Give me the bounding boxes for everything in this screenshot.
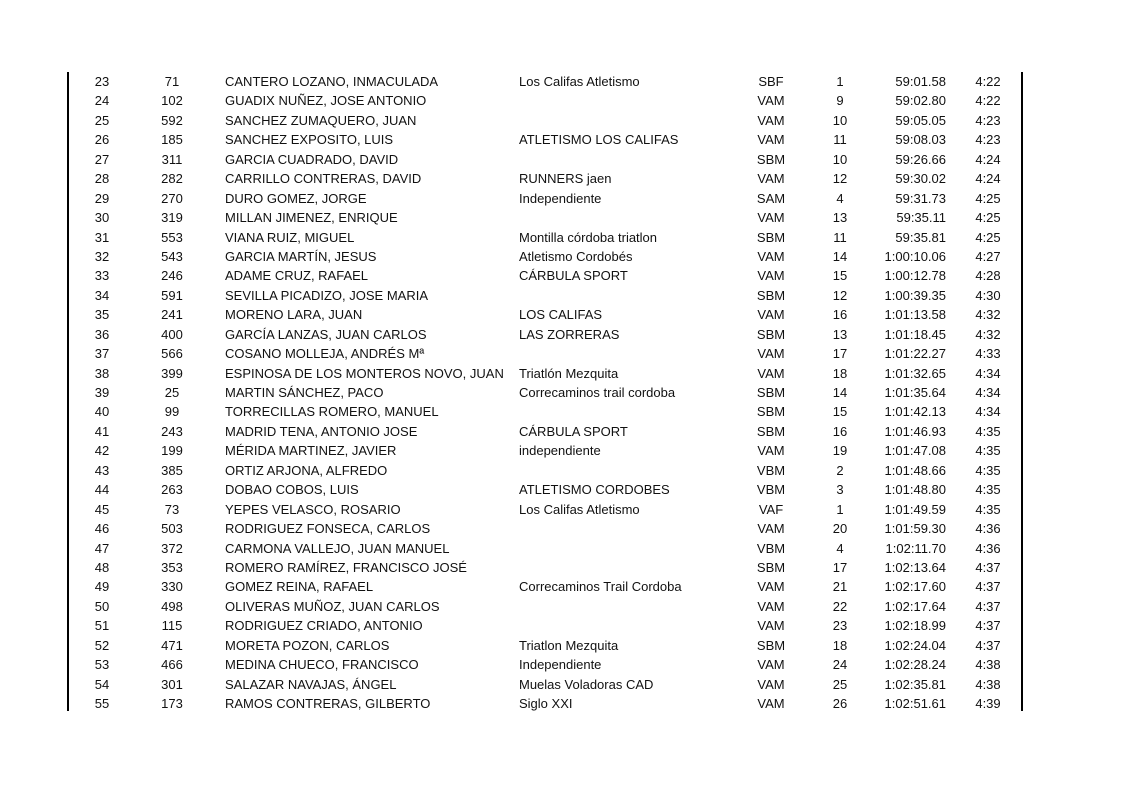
finish-time-cell: 1:01:22.27	[884, 346, 946, 362]
finish-time-cell: 1:01:48.66	[884, 462, 946, 478]
club-cell: Montilla córdoba triatlon	[519, 229, 658, 245]
result-row	[0, 402, 1122, 421]
position-cell: 47	[94, 540, 110, 556]
finish-time-cell: 1:02:18.99	[884, 618, 946, 634]
bib-number-cell: 353	[161, 559, 183, 575]
category-cell: VAM	[757, 618, 785, 634]
finish-time-cell: 1:00:12.78	[884, 268, 946, 284]
bib-number-cell: 466	[161, 657, 183, 673]
bib-number-cell: 173	[161, 696, 183, 711]
runner-name-cell: GOMEZ REINA, RAFAEL	[225, 579, 374, 595]
finish-time-cell: 59:30.02	[895, 171, 946, 187]
result-row	[0, 150, 1122, 169]
bib-number-cell: 591	[161, 287, 183, 303]
position-cell: 43	[94, 462, 110, 478]
result-row	[0, 247, 1122, 266]
finish-time-cell: 1:01:35.64	[884, 385, 946, 400]
pace-cell: 4:32	[975, 326, 1001, 342]
bib-number-cell: 263	[161, 482, 183, 498]
bib-number-cell: 330	[161, 579, 183, 595]
category-cell: VAM	[757, 365, 785, 381]
bib-number-cell: 311	[161, 151, 183, 167]
category-cell: VBM	[756, 482, 786, 498]
position-cell: 32	[94, 248, 110, 264]
category-position-cell: 2	[836, 462, 844, 478]
bib-number-cell: 301	[161, 676, 183, 692]
runner-name-cell: SANCHEZ ZUMAQUERO, JUAN	[225, 112, 417, 128]
category-position-cell: 18	[832, 637, 848, 653]
club-cell: Atletismo Cordobés	[519, 248, 633, 264]
pace-cell: 4:24	[975, 151, 1001, 167]
finish-time-cell: 59:26.66	[895, 151, 946, 167]
bib-number-cell: 399	[161, 365, 183, 381]
pace-cell: 4:25	[975, 190, 1001, 206]
position-cell: 27	[94, 151, 110, 167]
pace-cell: 4:25	[975, 229, 1001, 245]
club-cell: Muelas Voladoras CAD	[519, 676, 654, 692]
club-cell: Correcaminos Trail Cordoba	[519, 579, 682, 595]
category-cell: VAM	[757, 598, 785, 614]
club-cell: Independiente	[519, 190, 602, 206]
result-row	[0, 461, 1122, 480]
position-cell: 31	[94, 229, 110, 245]
pace-cell: 4:34	[975, 385, 1001, 400]
category-position-cell: 16	[832, 423, 848, 439]
category-cell: VAM	[757, 346, 785, 362]
category-position-cell: 4	[836, 540, 844, 556]
category-position-cell: 11	[833, 132, 847, 148]
result-row	[0, 228, 1122, 247]
runner-name-cell: RODRIGUEZ FONSECA, CARLOS	[225, 521, 431, 537]
pace-cell: 4:37	[975, 598, 1001, 614]
pace-cell: 4:38	[975, 657, 1001, 673]
club-cell: Los Califas Atletismo	[519, 501, 640, 517]
club-cell: Triatlón Mezquita	[519, 365, 619, 381]
position-cell: 41	[94, 423, 110, 439]
result-row	[0, 130, 1122, 149]
result-row	[0, 344, 1122, 363]
runner-name-cell: DOBAO COBOS, LUIS	[225, 482, 359, 498]
category-position-cell: 3	[836, 482, 844, 498]
position-cell: 48	[94, 559, 110, 575]
bib-number-cell: 566	[161, 346, 183, 362]
runner-name-cell: ADAME CRUZ, RAFAEL	[225, 268, 369, 284]
position-cell: 33	[94, 268, 110, 284]
result-row	[0, 539, 1122, 558]
category-position-cell: 10	[832, 151, 848, 167]
result-row	[0, 422, 1122, 441]
position-cell: 29	[94, 190, 110, 206]
bib-number-cell: 592	[161, 112, 183, 128]
category-position-cell: 4	[836, 190, 844, 206]
pace-cell: 4:28	[975, 268, 1001, 284]
bib-number-cell: 73	[164, 501, 180, 517]
runner-name-cell: DURO GOMEZ, JORGE	[225, 190, 367, 206]
category-position-cell: 19	[832, 443, 848, 459]
category-position-cell: 1	[836, 501, 844, 517]
result-row	[0, 286, 1122, 305]
category-cell: VAM	[757, 657, 785, 673]
position-cell: 55	[94, 696, 110, 711]
category-position-cell: 12	[832, 171, 848, 187]
category-position-cell: 9	[836, 93, 844, 109]
position-cell: 37	[94, 346, 110, 362]
finish-time-cell: 59:35.11	[896, 210, 946, 226]
category-cell: SBM	[756, 385, 786, 400]
category-position-cell: 25	[832, 676, 848, 692]
runner-name-cell: TORRECILLAS ROMERO, MANUEL	[225, 404, 439, 420]
result-row	[0, 91, 1122, 110]
category-cell: VBM	[756, 462, 786, 478]
bib-number-cell: 372	[161, 540, 183, 556]
position-cell: 51	[94, 618, 110, 634]
category-cell: SBM	[756, 151, 786, 167]
pace-cell: 4:22	[975, 93, 1001, 109]
pace-cell: 4:39	[975, 696, 1001, 711]
runner-name-cell: COSANO MOLLEJA, ANDRÉS Mª	[225, 346, 425, 362]
result-row	[0, 636, 1122, 655]
pace-cell: 4:37	[975, 637, 1001, 653]
category-position-cell: 22	[832, 598, 848, 614]
category-cell: VAM	[757, 112, 785, 128]
category-position-cell: 10	[832, 112, 848, 128]
pace-cell: 4:25	[975, 210, 1001, 226]
finish-time-cell: 1:02:35.81	[884, 676, 946, 692]
category-cell: VAM	[757, 132, 785, 148]
runner-name-cell: CARMONA VALLEJO, JUAN MANUEL	[225, 540, 450, 556]
club-cell: Los Califas Atletismo	[519, 74, 640, 89]
finish-time-cell: 1:02:24.04	[884, 637, 946, 653]
bib-number-cell: 503	[161, 521, 183, 537]
position-cell: 34	[94, 287, 110, 303]
runner-name-cell: SEVILLA PICADIZO, JOSE MARIA	[225, 287, 429, 303]
finish-time-cell: 1:02:11.70	[885, 540, 946, 556]
result-row	[0, 325, 1122, 344]
runner-name-cell: MÉRIDA MARTINEZ, JAVIER	[225, 443, 397, 459]
category-cell: VAM	[757, 676, 785, 692]
finish-time-cell: 1:01:32.65	[884, 365, 946, 381]
pace-cell: 4:23	[975, 132, 1001, 148]
finish-time-cell: 1:01:18.45	[884, 326, 946, 342]
finish-time-cell: 1:01:42.13	[884, 404, 946, 420]
club-cell: Triatlon Mezquita	[519, 637, 619, 653]
finish-time-cell: 1:01:46.93	[884, 423, 946, 439]
position-cell: 23	[94, 74, 110, 89]
runner-name-cell: RODRIGUEZ CRIADO, ANTONIO	[225, 618, 423, 634]
result-row	[0, 675, 1122, 694]
club-cell: RUNNERS jaen	[519, 171, 612, 187]
club-cell: LOS CALIFAS	[519, 307, 603, 323]
position-cell: 40	[94, 404, 110, 420]
result-row	[0, 189, 1122, 208]
position-cell: 54	[94, 676, 110, 692]
category-cell: SBM	[756, 559, 786, 575]
position-cell: 50	[94, 598, 110, 614]
category-cell: VAM	[757, 93, 785, 109]
position-cell: 38	[94, 365, 110, 381]
category-cell: SBM	[756, 326, 786, 342]
club-cell: ATLETISMO CORDOBES	[519, 482, 670, 498]
finish-time-cell: 59:02.80	[895, 93, 946, 109]
finish-time-cell: 1:02:51.61	[884, 696, 946, 711]
category-cell: VAM	[757, 268, 785, 284]
finish-time-cell: 1:01:59.30	[884, 521, 946, 537]
result-row	[0, 441, 1122, 460]
pace-cell: 4:38	[975, 676, 1001, 692]
finish-time-cell: 1:02:28.24	[884, 657, 946, 673]
finish-time-cell: 1:00:39.35	[884, 287, 946, 303]
bib-number-cell: 102	[161, 93, 183, 109]
category-cell: VAM	[757, 579, 785, 595]
pace-cell: 4:23	[975, 112, 1001, 128]
category-cell: SBM	[756, 287, 786, 303]
runner-name-cell: CARRILLO CONTRERAS, DAVID	[225, 171, 422, 187]
finish-time-cell: 1:02:13.64	[884, 559, 946, 575]
club-cell: ATLETISMO LOS CALIFAS	[519, 132, 679, 148]
runner-name-cell: ESPINOSA DE LOS MONTEROS NOVO, JUAN	[225, 365, 504, 381]
category-cell: SBM	[756, 637, 786, 653]
category-cell: VAM	[757, 307, 785, 323]
category-position-cell: 17	[832, 346, 848, 362]
pace-cell: 4:36	[975, 521, 1001, 537]
pace-cell: 4:35	[975, 501, 1001, 517]
finish-time-cell: 59:05.05	[895, 112, 946, 128]
runner-name-cell: GARCIA CUADRADO, DAVID	[225, 151, 399, 167]
runner-name-cell: MORENO LARA, JUAN	[225, 307, 363, 323]
results-table	[0, 72, 1122, 713]
bib-number-cell: 282	[161, 171, 183, 187]
position-cell: 24	[94, 93, 110, 109]
runner-name-cell: MILLAN JIMENEZ, ENRIQUE	[225, 210, 398, 226]
position-cell: 30	[94, 210, 110, 226]
pace-cell: 4:37	[975, 559, 1001, 575]
bib-number-cell: 246	[161, 268, 183, 284]
pace-cell: 4:33	[975, 346, 1001, 362]
category-position-cell: 26	[832, 696, 848, 711]
pace-cell: 4:24	[975, 171, 1001, 187]
finish-time-cell: 59:35.81	[895, 229, 946, 245]
position-cell: 26	[94, 132, 110, 148]
bib-number-cell: 385	[161, 462, 183, 478]
bib-number-cell: 498	[161, 598, 183, 614]
pace-cell: 4:35	[975, 443, 1001, 459]
runner-name-cell: YEPES VELASCO, ROSARIO	[225, 501, 401, 517]
club-cell: CÁRBULA SPORT	[519, 423, 628, 439]
runner-name-cell: GARCÍA LANZAS, JUAN CARLOS	[225, 326, 427, 342]
pace-cell: 4:34	[975, 404, 1001, 420]
pace-cell: 4:35	[975, 423, 1001, 439]
bib-number-cell: 270	[161, 190, 183, 206]
category-cell: SBM	[756, 404, 786, 420]
finish-time-cell: 1:01:49.59	[884, 501, 946, 517]
category-position-cell: 11	[833, 229, 847, 245]
bib-number-cell: 25	[164, 385, 180, 400]
position-cell: 45	[94, 501, 110, 517]
bib-number-cell: 241	[161, 307, 183, 323]
category-cell: VAM	[757, 248, 785, 264]
result-row	[0, 169, 1122, 188]
finish-time-cell: 1:02:17.60	[884, 579, 946, 595]
club-cell: CÁRBULA SPORT	[519, 268, 628, 284]
bib-number-cell: 99	[164, 404, 180, 420]
runner-name-cell: RAMOS CONTRERAS, GILBERTO	[225, 696, 431, 711]
pace-cell: 4:32	[975, 307, 1001, 323]
category-cell: SAM	[756, 190, 786, 206]
runner-name-cell: MORETA POZON, CARLOS	[225, 637, 390, 653]
category-position-cell: 16	[832, 307, 848, 323]
position-cell: 44	[94, 482, 110, 498]
category-position-cell: 17	[832, 559, 848, 575]
runner-name-cell: OLIVERAS MUÑOZ, JUAN CARLOS	[225, 598, 440, 614]
finish-time-cell: 1:00:10.06	[884, 248, 946, 264]
position-cell: 35	[94, 307, 110, 323]
category-position-cell: 18	[832, 365, 848, 381]
club-cell: LAS ZORRERAS	[519, 326, 620, 342]
category-cell: VAM	[757, 210, 785, 226]
category-cell: VBM	[756, 540, 786, 556]
category-position-cell: 23	[832, 618, 848, 634]
result-row	[0, 500, 1122, 519]
runner-name-cell: SALAZAR NAVAJAS, ÁNGEL	[225, 676, 397, 692]
bib-number-cell: 243	[161, 423, 183, 439]
category-cell: VAM	[757, 696, 785, 711]
position-cell: 42	[94, 443, 110, 459]
result-row	[0, 519, 1122, 538]
runner-name-cell: GUADIX NUÑEZ, JOSE ANTONIO	[225, 93, 427, 109]
runner-name-cell: MADRID TENA, ANTONIO JOSE	[225, 423, 418, 439]
pace-cell: 4:36	[975, 540, 1001, 556]
pace-cell: 4:37	[975, 618, 1001, 634]
position-cell: 49	[94, 579, 110, 595]
club-cell: independiente	[519, 443, 601, 459]
result-row	[0, 72, 1122, 91]
result-row	[0, 655, 1122, 674]
result-row	[0, 480, 1122, 499]
runner-name-cell: ORTIZ ARJONA, ALFREDO	[225, 462, 388, 478]
category-position-cell: 15	[832, 404, 848, 420]
result-row	[0, 577, 1122, 596]
finish-time-cell: 1:01:47.08	[884, 443, 946, 459]
category-position-cell: 15	[832, 268, 848, 284]
bib-number-cell: 543	[161, 248, 183, 264]
finish-time-cell: 1:01:13.58	[884, 307, 946, 323]
bib-number-cell: 71	[164, 74, 180, 89]
pace-cell: 4:37	[975, 579, 1001, 595]
runner-name-cell: MARTIN SÁNCHEZ, PACO	[225, 385, 384, 400]
result-row	[0, 266, 1122, 285]
position-cell: 53	[94, 657, 110, 673]
runner-name-cell: CANTERO LOZANO, INMACULADA	[225, 74, 439, 89]
runner-name-cell: MEDINA CHUECO, FRANCISCO	[225, 657, 419, 673]
bib-number-cell: 400	[161, 326, 183, 342]
category-position-cell: 13	[832, 326, 848, 342]
runner-name-cell: GARCIA MARTÍN, JESUS	[225, 248, 377, 264]
finish-time-cell: 1:02:17.64	[884, 598, 946, 614]
finish-time-cell: 59:31.73	[895, 190, 946, 206]
category-cell: SBM	[756, 423, 786, 439]
bib-number-cell: 319	[161, 210, 183, 226]
pace-cell: 4:27	[975, 248, 1001, 264]
result-row	[0, 305, 1122, 324]
category-cell: VAM	[757, 171, 785, 187]
result-row	[0, 364, 1122, 383]
category-position-cell: 21	[832, 579, 848, 595]
club-cell: Correcaminos trail cordoba	[519, 385, 676, 400]
runner-name-cell: SANCHEZ EXPOSITO, LUIS	[225, 132, 394, 148]
position-cell: 46	[94, 521, 110, 537]
category-position-cell: 13	[832, 210, 848, 226]
position-cell: 36	[94, 326, 110, 342]
category-cell: VAM	[757, 443, 785, 459]
position-cell: 52	[94, 637, 110, 653]
pace-cell: 4:34	[975, 365, 1001, 381]
club-cell: Siglo XXI	[519, 696, 573, 711]
pace-cell: 4:22	[975, 74, 1001, 89]
bib-number-cell: 553	[161, 229, 183, 245]
runner-name-cell: VIANA RUIZ, MIGUEL	[225, 229, 355, 245]
category-position-cell: 20	[832, 521, 848, 537]
club-cell: Independiente	[519, 657, 602, 673]
category-position-cell: 14	[832, 385, 848, 400]
position-cell: 28	[94, 171, 110, 187]
pace-cell: 4:30	[975, 287, 1001, 303]
result-row	[0, 616, 1122, 635]
bib-number-cell: 115	[161, 618, 183, 634]
result-row	[0, 383, 1122, 402]
category-cell: VAF	[758, 501, 784, 517]
category-position-cell: 14	[832, 248, 848, 264]
result-row	[0, 558, 1122, 577]
category-position-cell: 24	[832, 657, 848, 673]
finish-time-cell: 59:08.03	[895, 132, 946, 148]
category-cell: VAM	[757, 521, 785, 537]
result-row	[0, 597, 1122, 616]
category-cell: SBM	[756, 229, 786, 245]
pace-cell: 4:35	[975, 482, 1001, 498]
position-cell: 25	[94, 112, 110, 128]
bib-number-cell: 471	[161, 637, 183, 653]
bib-number-cell: 185	[161, 132, 183, 148]
category-position-cell: 1	[836, 74, 844, 89]
result-row	[0, 111, 1122, 130]
position-cell: 39	[94, 385, 110, 400]
category-position-cell: 12	[832, 287, 848, 303]
category-cell: SBF	[758, 74, 784, 89]
bib-number-cell: 199	[161, 443, 183, 459]
finish-time-cell: 59:01.58	[895, 74, 946, 89]
result-row	[0, 694, 1122, 713]
runner-name-cell: ROMERO RAMÍREZ, FRANCISCO JOSÉ	[225, 559, 467, 575]
finish-time-cell: 1:01:48.80	[884, 482, 946, 498]
result-row	[0, 208, 1122, 227]
pace-cell: 4:35	[975, 462, 1001, 478]
